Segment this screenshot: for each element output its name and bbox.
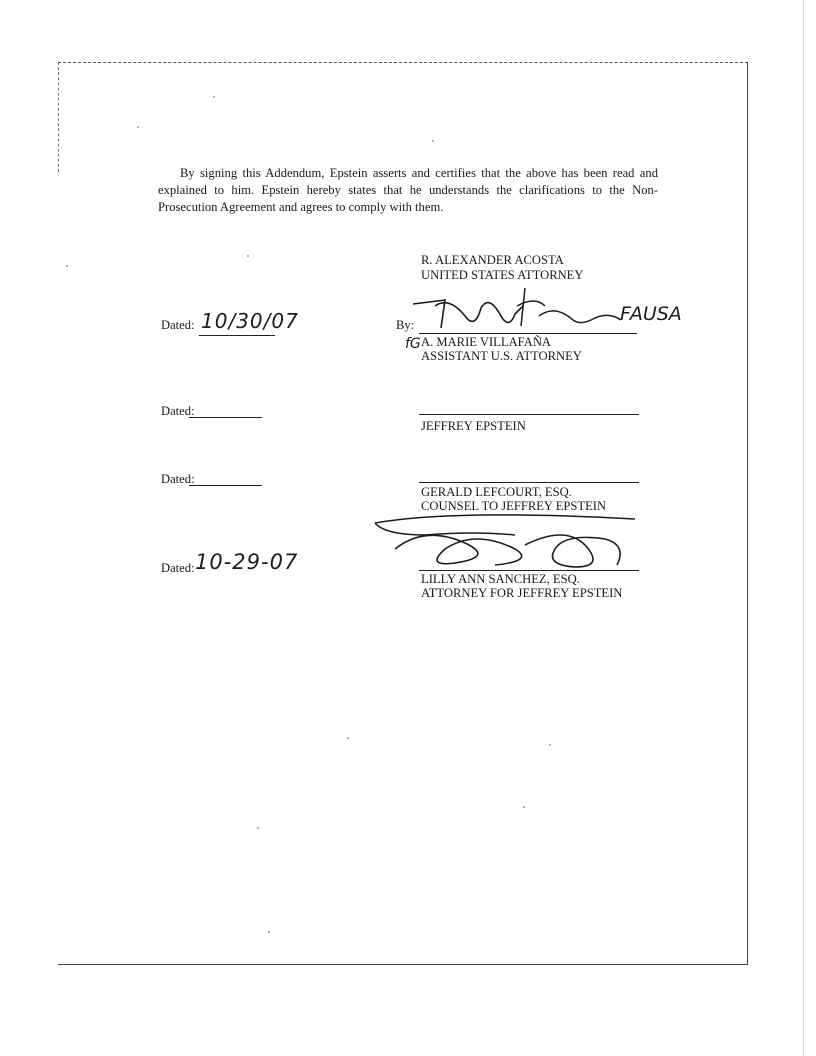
frame-left-border [58,62,59,172]
signer-title: ASSISTANT U.S. ATTORNEY [421,349,582,363]
scan-speck [257,827,259,829]
dated-label-2: Dated: [161,404,195,418]
date-line-1 [199,335,275,336]
dated-label-1: Dated: [161,318,195,332]
sanchez-title: ATTORNEY FOR JEFFREY EPSTEIN [421,586,623,600]
signature-line-lefcourt [419,482,639,483]
by-label: By: [396,318,415,332]
scan-speck [523,806,525,808]
signature-line-epstein [419,414,639,415]
certification-paragraph [158,165,658,216]
us-attorney-name: R. ALEXANDER ACOSTA [421,253,564,267]
date-line-3 [189,485,262,486]
scan-speck [213,96,215,98]
lefcourt-name: GERALD LEFCOURT, ESQ. [421,485,572,499]
scan-speck [268,931,270,933]
initials-mark: fG [405,336,421,352]
frame-right-border [747,62,748,964]
scan-speck [137,126,139,128]
frame-top-border [58,62,748,63]
page-edge [803,0,804,1056]
frame-bottom-border [58,964,748,965]
date-line-2 [189,417,262,418]
dated-label-4: Dated: [161,561,195,575]
signature-suffix: FAUSA [620,303,682,325]
signer-name: A. MARIE VILLAFAÑA [421,335,552,349]
scan-speck [549,744,551,746]
us-attorney-title: UNITED STATES ATTORNEY [421,268,584,282]
scan-speck [347,737,349,739]
dated-label-3: Dated: [161,472,195,486]
certification-text: By signing this Addendum, Epstein asserts and certifies that the above has been read and explained to him. Epstein hereby states that he understands the clarifications to the Non-Prosecution Agreement and agrees to comply with them. [158,166,658,214]
epstein-name: JEFFREY EPSTEIN [421,419,526,433]
handwritten-date-1: 10/30/07 [201,309,299,333]
scan-speck [432,140,434,142]
handwritten-date-4: 10-29-07 [195,550,299,574]
signature-sanchez [365,505,650,575]
scan-speck [66,265,68,267]
scan-speck [247,255,249,257]
lefcourt-title: COUNSEL TO JEFFREY EPSTEIN [421,499,607,513]
signature-line-sanchez [419,570,639,571]
sanchez-name: LILLY ANN SANCHEZ, ESQ. [421,572,580,586]
